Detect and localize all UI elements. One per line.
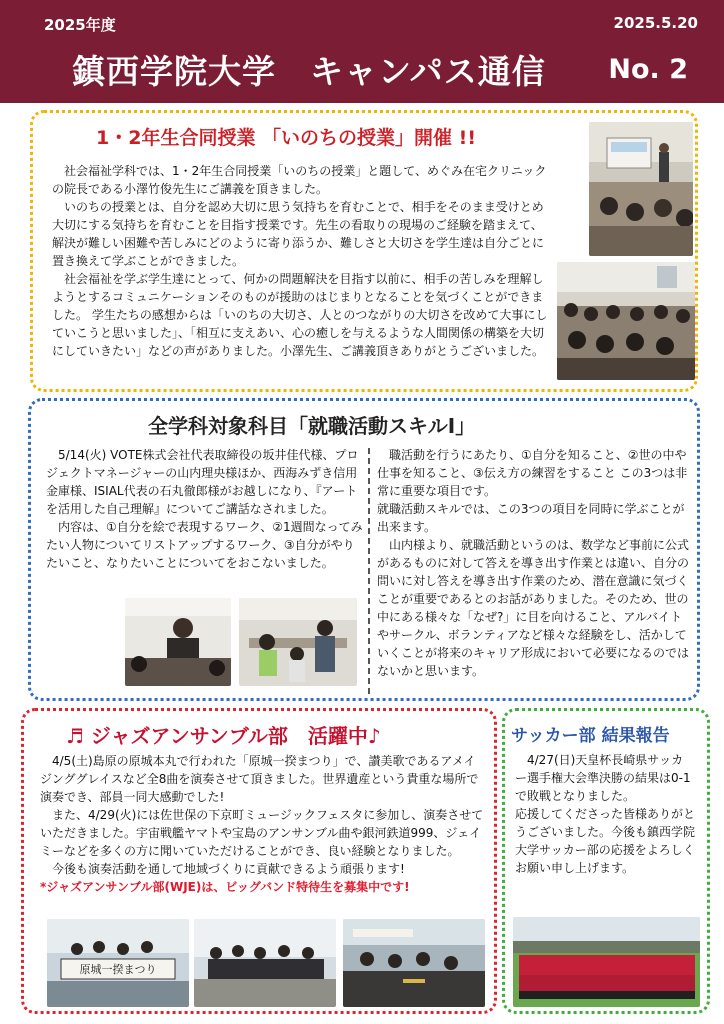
banner-text: 原城一揆まつり bbox=[79, 963, 157, 976]
paragraph: 山内様より、就職活動というのは、数学など事前に公式があるものに対して答えを導き出す作業とは違い、自分の問いに対し答えを導き出す作業のため、潜在意識に気づくことが重要であるとのお話がありました。そのため、世の中にある様々な「なぜ?」に目を向けること、アルバイトやサークル、ボランティアなど様々な経験をし、活かしていくことが将来のキャリア形成において必要になるのではないかと思います。 bbox=[377, 538, 690, 678]
paragraph: 就職活動スキルでは、この3つの項目を同時に学ぶことが出来ます。 bbox=[377, 502, 685, 534]
inochi-section-body bbox=[52, 162, 552, 360]
issue-number: No. 2 bbox=[608, 54, 688, 85]
recruitment-notice: *ジャズアンサンブル部(WJE)は、ビッグバンド特待生を募集中です! bbox=[40, 880, 410, 894]
lecture-audience-photo bbox=[557, 262, 695, 380]
fiscal-year: 2025年度 bbox=[44, 16, 116, 34]
career-section-left-column bbox=[46, 446, 366, 572]
jazz-section-body bbox=[40, 752, 485, 896]
speaker-photo bbox=[125, 598, 231, 686]
paragraph: 4/27(日)天皇杯長崎県サッカー選手権大会準決勝の結果は0-1で敗戦となりました。 bbox=[515, 753, 691, 803]
lecture-podium-photo bbox=[589, 122, 693, 256]
soccer-section-title: サッカー部 結果報告 bbox=[511, 726, 670, 746]
paragraph: いのちの授業とは、自分を認め大切に思う気持ちを育むことで、相手をそのまま受けとめ大切にする気持ちを育むことを目指す授業です。先生の看取りの現場のご経験を踏まえて、解決が難しい困難や苦しみにどのように寄り添うか、難しさと大切さを学生達は自分ごとに置き換えて学ぶことができました。 bbox=[52, 200, 545, 268]
jazz-section-title: ♬ ジャズアンサンブル部 活躍中♪ bbox=[66, 724, 381, 748]
paragraph: 応援してくださった皆様ありがとうございました。今後も鎮西学院大学サッカー部の応援をよろしくお願い申し上げます。 bbox=[515, 807, 696, 875]
column-divider bbox=[368, 448, 370, 694]
career-section-title: 全学科対象科目「就職活動スキルⅠ」 bbox=[148, 414, 476, 438]
paragraph: 内容は、①自分を絵で表現するワーク、②1週間なってみたい人物についてリストアップするワーク、③自分がやりたいこと、なりたいことについてをおこないました。 bbox=[46, 520, 363, 570]
band-group-photo bbox=[194, 919, 336, 1007]
issue-date: 2025.5.20 bbox=[613, 14, 698, 32]
newsletter-title: 鎮西学院大学 キャンパス通信 bbox=[72, 52, 546, 91]
paragraph: 今後も演奏活動を通して地域づくりに貢献できるよう頑張ります! bbox=[52, 862, 405, 876]
inochi-section-title: 1・2年生合同授業 「いのちの授業」開催 !! bbox=[96, 127, 477, 149]
paragraph: 職活動を行うにあたり、①自分を知ること、②世の中や仕事を知ること、③伝え方の練習をすること この3つは非常に重要な項目です。 bbox=[377, 448, 688, 498]
soccer-section-body bbox=[515, 751, 695, 877]
band-performance-photo bbox=[343, 919, 485, 1007]
paragraph: 社会福祉学科では、1・2年生合同授業「いのちの授業」と題して、めぐみ在宅クリニックの院長である小澤竹俊先生にご講義を頂きました。 bbox=[52, 164, 547, 196]
festival-banner-photo bbox=[47, 919, 189, 1007]
masthead bbox=[0, 0, 724, 103]
paragraph: 社会福祉を学ぶ学生達にとって、何かの問題解決を目指す以前に、相手の苦しみを理解しようとするコミュニケーションそのものが援助のはじまりとなることを気づくことができました。 学生たちの感想からは「いのちの大切さ、人とのつながりの大切さを改めて大事にしていこうと思いました」、「相互に支えあい、心の癒しを与えるような人間関係の構築を大切にしていきたい」などの声がありました。小澤先生、ご講義頂きありがとうございました。 bbox=[52, 272, 548, 358]
paragraph: 5/14(火) VOTE株式会社代表取締役の坂井佳代様、プロジェクトマネージャーの山内理央様ほか、西海みずき信用金庫様、ISIAL代表の石丸徹郎様がお越しになり、『アートを活用した自己理解』についてご講話なされました。 bbox=[46, 448, 359, 516]
career-section-right-column bbox=[377, 446, 693, 680]
soccer-team-photo bbox=[513, 917, 700, 1007]
workshop-photo bbox=[239, 598, 357, 686]
paragraph: また、4/29(火)には佐世保の下京町ミュージックフェスタに参加し、演奏させていただきました。宇宙戦艦ヤマトや宝島のアンサンブル曲や銀河鉄道999、ジェイミーなどを多くの方に聞いていただけることができ、良い経験となりました。 bbox=[40, 808, 484, 858]
paragraph: 4/5(土)島原の原城本丸で行われた「原城一揆まつり」で、讃美歌であるアメイジンググレイスなど全8曲を演奏させて頂きました。世界遺産という貴重な場所で演奏でき、部員一同大感動でした! bbox=[40, 754, 479, 804]
